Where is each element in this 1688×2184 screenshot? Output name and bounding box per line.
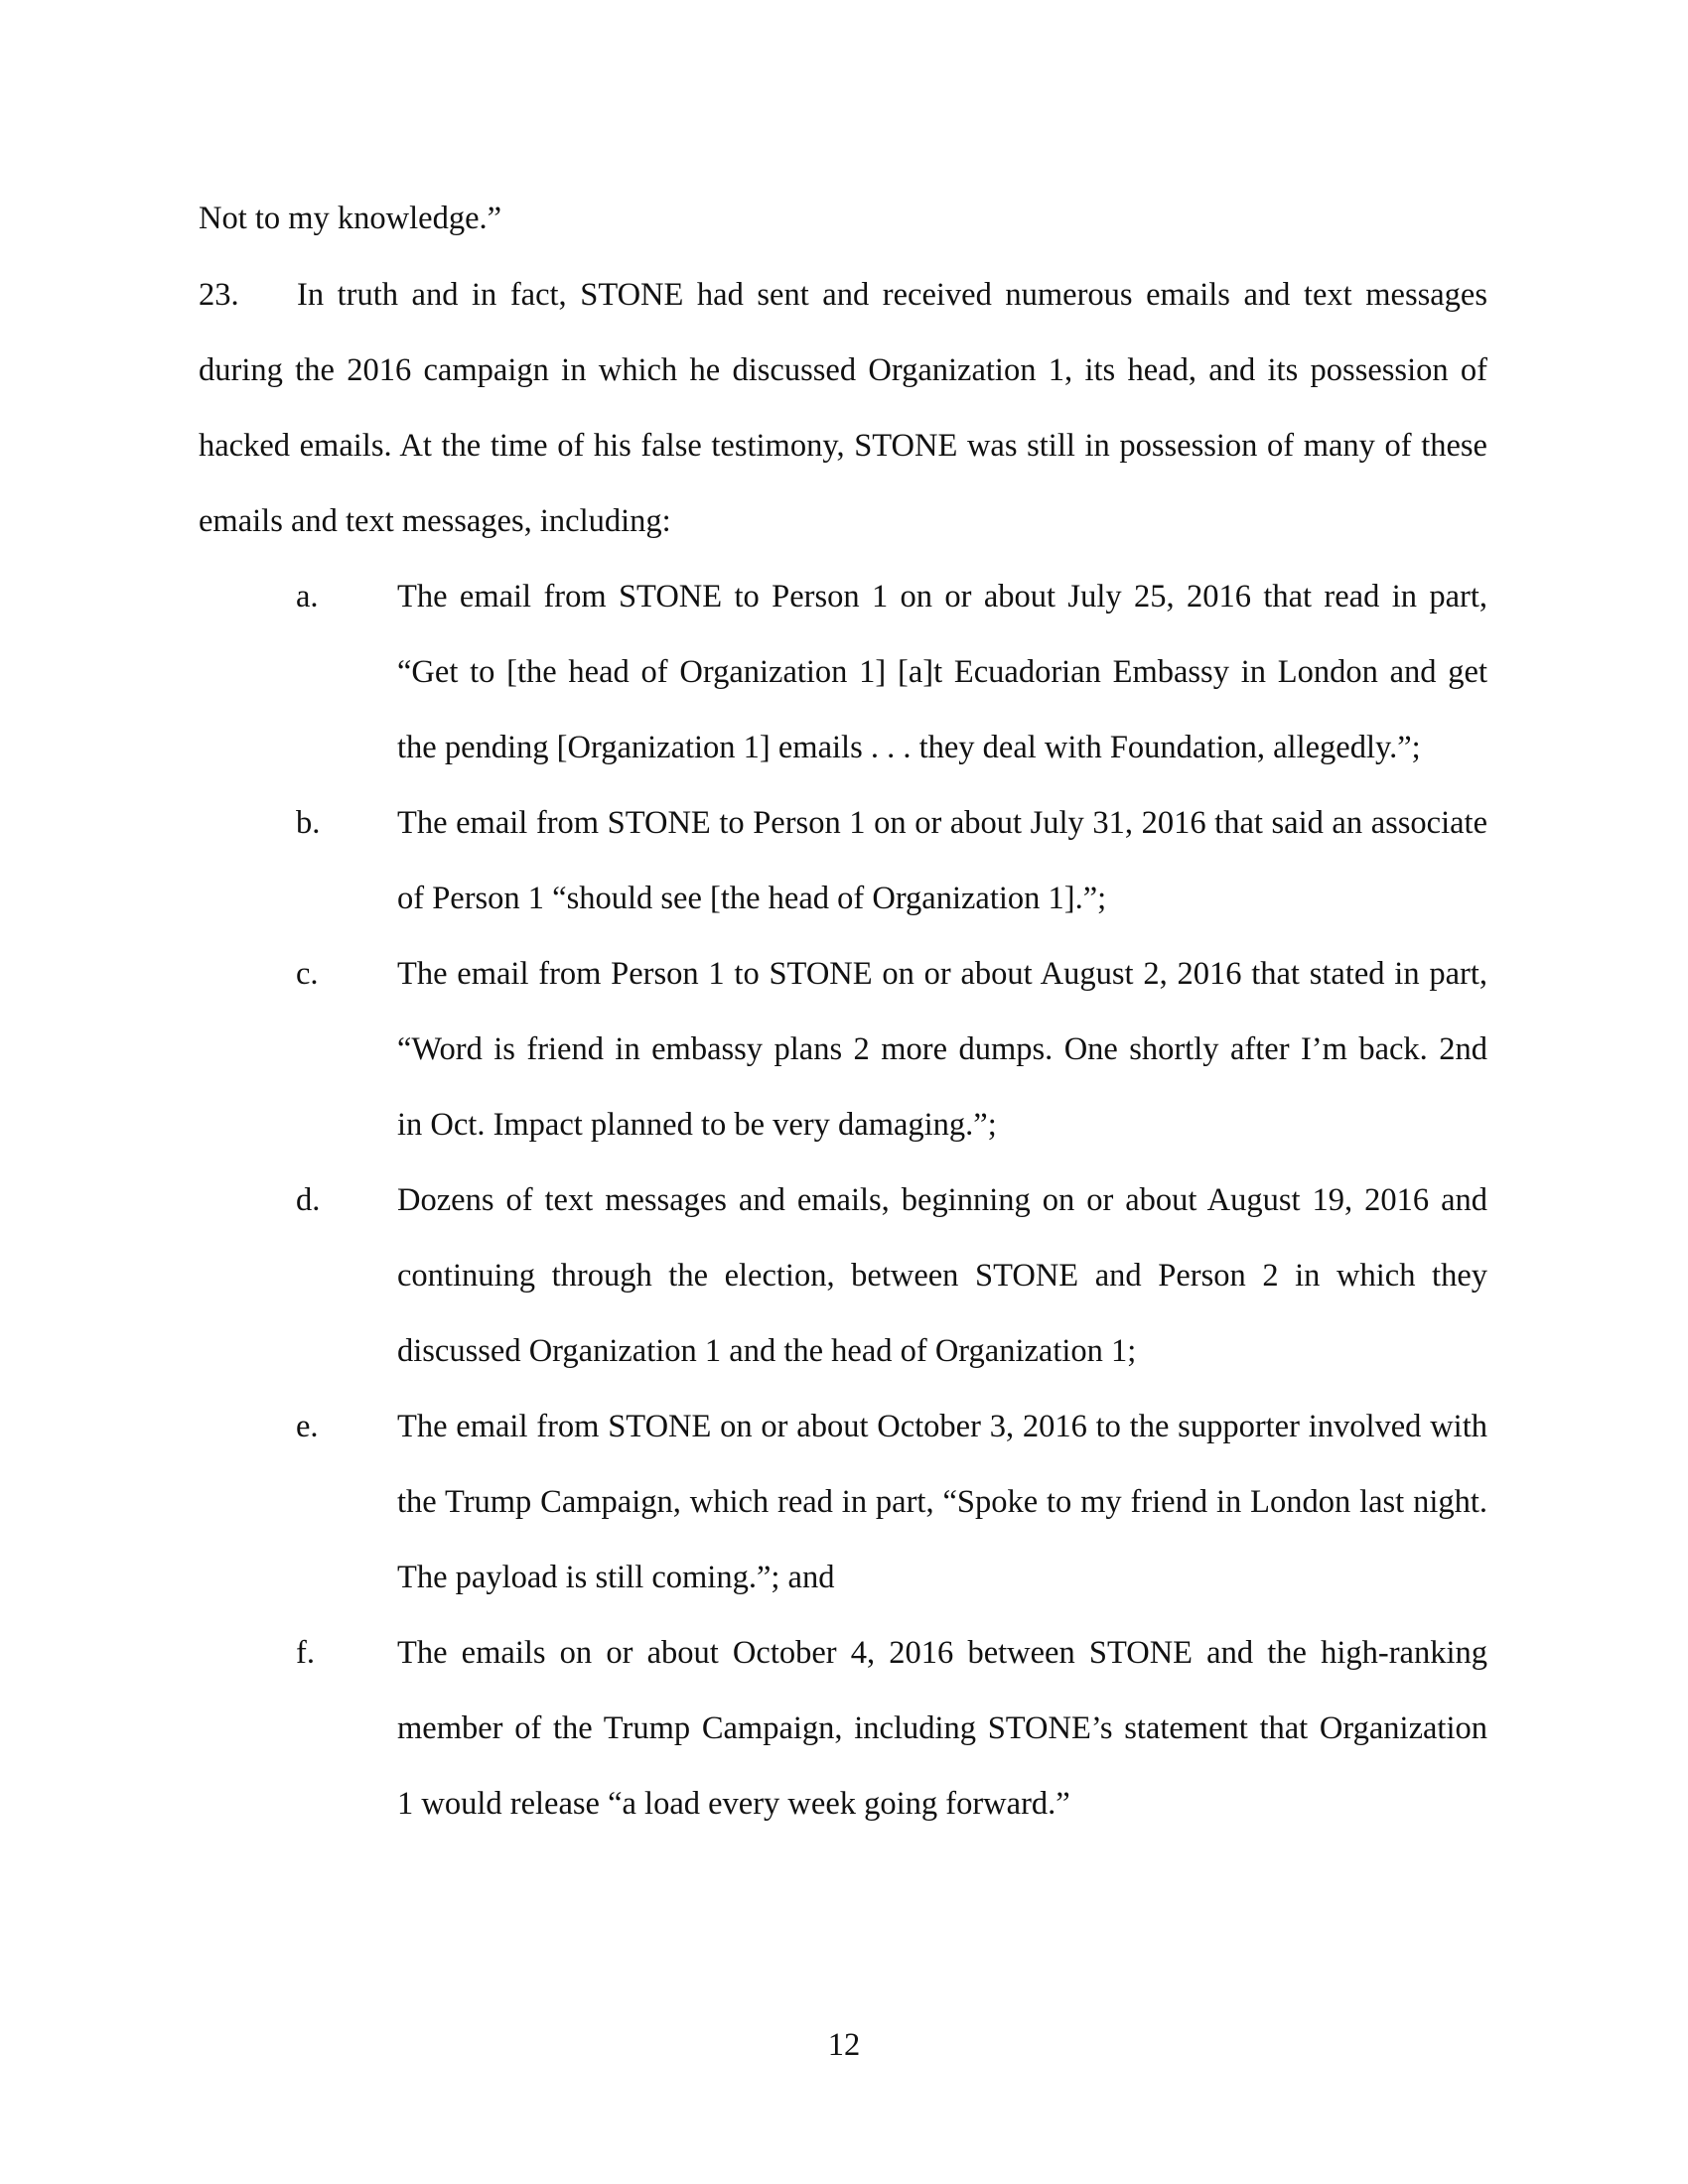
list-item-line: “Get to [the head of Organization 1] [a]t Ecuadorian Embassy in London and get xyxy=(397,654,1487,690)
list-item-label: c. xyxy=(296,956,319,992)
list-item-line: “Word is friend in embassy plans 2 more dumps. One shortly after I’m back. 2nd xyxy=(397,1031,1487,1067)
paragraph-line: during the 2016 campaign in which he discussed Organization 1, its head, and its possession of xyxy=(199,352,1487,388)
list-item-label: f. xyxy=(296,1635,315,1671)
list-item-line: The email from Person 1 to STONE on or about August 2, 2016 that stated in part, xyxy=(397,956,1487,992)
list-item-line: member of the Trump Campaign, including STONE’s statement that Organization xyxy=(397,1710,1487,1746)
list-item-line: Dozens of text messages and emails, beginning on or about August 19, 2016 and xyxy=(397,1182,1487,1218)
list-item-label: b. xyxy=(296,805,321,841)
list-item-line: The email from STONE on or about October 3, 2016 to the supporter involved with xyxy=(397,1409,1487,1444)
paragraph-line: emails and text messages, including: xyxy=(199,503,671,539)
list-item-line: The emails on or about October 4, 2016 between STONE and the high-ranking xyxy=(397,1635,1487,1671)
list-item-line: continuing through the election, between STONE and Person 2 in which they xyxy=(397,1258,1487,1294)
continuation-line: Not to my knowledge.” xyxy=(199,201,502,236)
list-item-line: the Trump Campaign, which read in part, “Spoke to my friend in London last night. xyxy=(397,1484,1487,1520)
page-number: 12 xyxy=(827,2027,861,2063)
paragraph-line: hacked emails. At the time of his false testimony, STONE was still in possession of many of these xyxy=(199,428,1487,464)
list-item-line: in Oct. Impact planned to be very damaging.”; xyxy=(397,1107,997,1143)
list-item-label: d. xyxy=(296,1182,321,1218)
paragraph-line: In truth and in fact, STONE had sent and received numerous emails and text messages xyxy=(297,277,1487,313)
list-item-line: discussed Organization 1 and the head of Organization 1; xyxy=(397,1333,1137,1369)
list-item-label: e. xyxy=(296,1409,319,1444)
list-item-line: The email from STONE to Person 1 on or about July 25, 2016 that read in part, xyxy=(397,579,1487,614)
list-item-line: 1 would release “a load every week going forward.” xyxy=(397,1786,1070,1822)
list-item-label: a. xyxy=(296,579,319,614)
list-item-line: The payload is still coming.”; and xyxy=(397,1560,835,1595)
list-item-line: of Person 1 “should see [the head of Organization 1].”; xyxy=(397,881,1107,916)
list-item-line: The email from STONE to Person 1 on or about July 31, 2016 that said an associate xyxy=(397,805,1487,841)
paragraph-number: 23. xyxy=(199,277,239,313)
list-item-line: the pending [Organization 1] emails . . . they deal with Foundation, allegedly.”; xyxy=(397,730,1421,765)
